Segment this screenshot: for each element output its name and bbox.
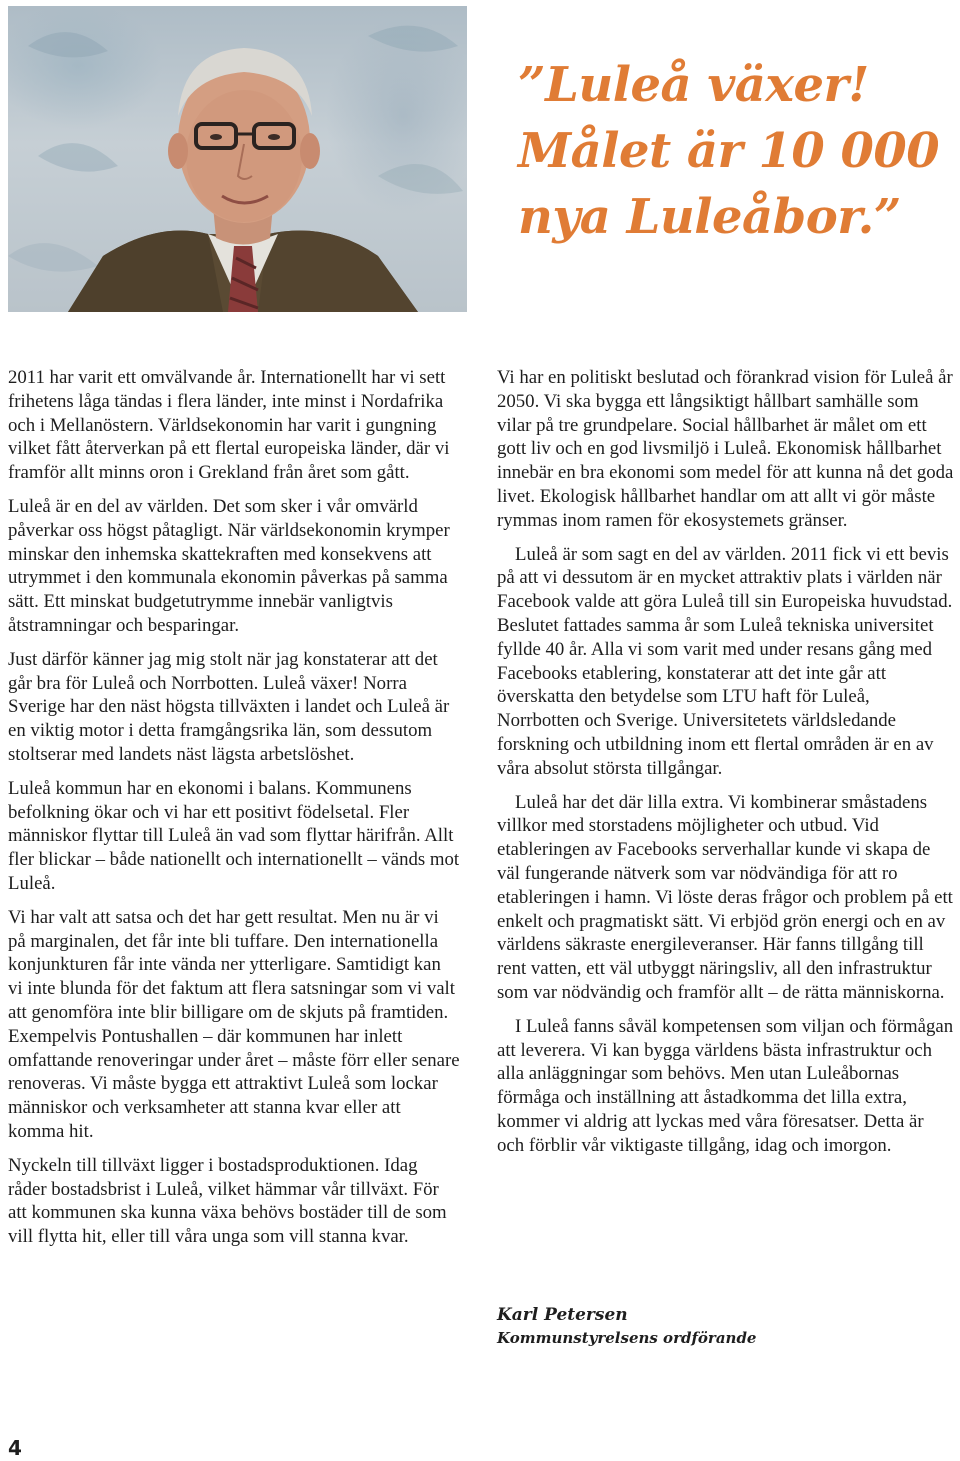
portrait-photo (8, 6, 467, 312)
quote-line-1: ”Luleå växer! (518, 57, 869, 113)
paragraph: Vi har en politiskt beslutad och förankrad vision för Luleå år 2050. Vi ska bygga ett långsiktigt hållbart samhälle som vilar på tre grundpelare. Social hållbarhet är målet om ett gott liv och en god livsmiljö i Luleå. Ekonomisk hållbarhet innebär en bra ekonomi som medel för att kunna nå det goda livet. Ekologisk hållbarhet handlar om att allt vi gör måste rymmas inom ramen för ekosystemets gränser. (497, 367, 954, 531)
paragraph: Luleå kommun har en ekonomi i balans. Kommunens befolkning ökar och vi har ett positivt födelsetal. Fler människor flyttar till Luleå än vad som flyttar härifrån. Allt fler blickar – både nationellt och internationellt – vänds mot Luleå. (8, 777, 460, 894)
paragraph: 2011 har varit ett omvälvande år. Internationellt har vi sett frihetens låga tändas i flera länder, inte minst i Nordafrika och i Mellanöstern. Världsekonomin har varit i gungning vilket fått återverkan på ett flertal europeiska länder, där vi framför allt minns oron i Grekland från året som gått. (8, 367, 450, 484)
signature-role: Kommunstyrelsens ordförande (497, 1329, 757, 1347)
paragraph: Just därför känner jag mig stolt när jag konstaterar att det går bra för Luleå och Norrbotten. Luleå växer! Norra Sverige har den näst högsta tillväxten i landet och Luleå är en viktig motor i detta framgångsrika län, som dessutom stoltserar med landets näst lägsta arbetslöshet. (8, 648, 450, 765)
pull-quote (518, 52, 948, 250)
quote-line-2: Målet är 10 000 (518, 123, 940, 179)
paragraph: Nyckeln till tillväxt ligger i bostadsproduktionen. Idag råder bostadsbrist i Luleå, vilket hämmar vår tillväxt. För att kommunen ska kunna växa behövs bostäder till de som vill flytta hit, eller till våra unga som vill stanna kvar. (8, 1154, 447, 1248)
signature-name: Karl Petersen (497, 1305, 628, 1325)
paragraph: Luleå är som sagt en del av världen. 2011 fick vi ett bevis på att vi dessutom är en mycket attraktiv plats i världen när Facebook valde att göra Luleå till sin Europeiska huvudstad. Beslutet fattades samma år som Luleå tekniska universitet fyllde 40 år. Alla vi som varit med under resans gång med Facebooks etablering, konstaterar att det inte går att överskatta den betydelse som LTU haft för Luleå, Norrbotten och Sverige. Universitetets världsledande forskning och utbildning inom ett flertal områden är en av våra absolut största tillgångar. (497, 543, 953, 779)
paragraph: Luleå har det där lilla extra. Vi kombinerar småstadens villkor med storstadens möjligheter och utbud. Vid etableringen av Facebooks serverhallar kunde vi skapa de väl fungerande nätverk som var nödvändiga för att ro etableringen i hamn. Vi löste deras frågor och problem på ett enkelt och pragmatiskt sätt. Vi erbjöd grön energi och en av världens säkraste energileveranser. Här fanns tillgång till rent vatten, ett väl utbyggt näringsliv, all den infrastruktur som var nödvändig och framför allt – de rätta människorna. (497, 791, 953, 1003)
left-column (8, 366, 460, 1259)
right-column (497, 366, 955, 1168)
portrait-illustration (8, 6, 467, 312)
signature (497, 1303, 756, 1349)
quote-line-3: nya Luleåbor.” (518, 189, 901, 245)
paragraph: I Luleå fanns såväl kompetensen som viljan och förmågan att leverera. Vi kan bygga världens bästa infrastruktur och alla anläggningar som behövs. Men utan Luleåbornas förmåga och inställning att åstadkomma det lilla extra, kommer vi aldrig att lyckas med våra föresatser. Detta är och förblir vår viktigaste tillgång, idag och imorgon. (497, 1015, 954, 1156)
paragraph: Vi har valt att satsa och det har gett resultat. Men nu är vi på marginalen, det får inte bli tuffare. Den internationella konjunkturen får inte vända ner ytterligare. Samtidigt kan vi inte blunda för det faktum att flera satsningar som vi valt att genomföra inte blir billigare om de skjuts på framtiden. Exempelvis Pontushallen – där kommunen har inlett omfattande renoveringar under året – måste förr eller senare renoveras. Vi måste bygga ett attraktivt Luleå som lockar människor och verksamheter att stanna kvar eller att komma hit. (8, 906, 460, 1142)
page-number: 4 (8, 1436, 22, 1460)
paragraph: Luleå är en del av världen. Det som sker i vår omvärld påverkar oss högst påtagligt. När världsekonomin krymper minskar den inhemska skattekraften med konsekvens att utrymmet i den kommunala ekonomin påverkas på samma sätt. Ett minskat budgetutrymme innebär vanligtvis åtstramningar och besparingar. (8, 495, 450, 636)
